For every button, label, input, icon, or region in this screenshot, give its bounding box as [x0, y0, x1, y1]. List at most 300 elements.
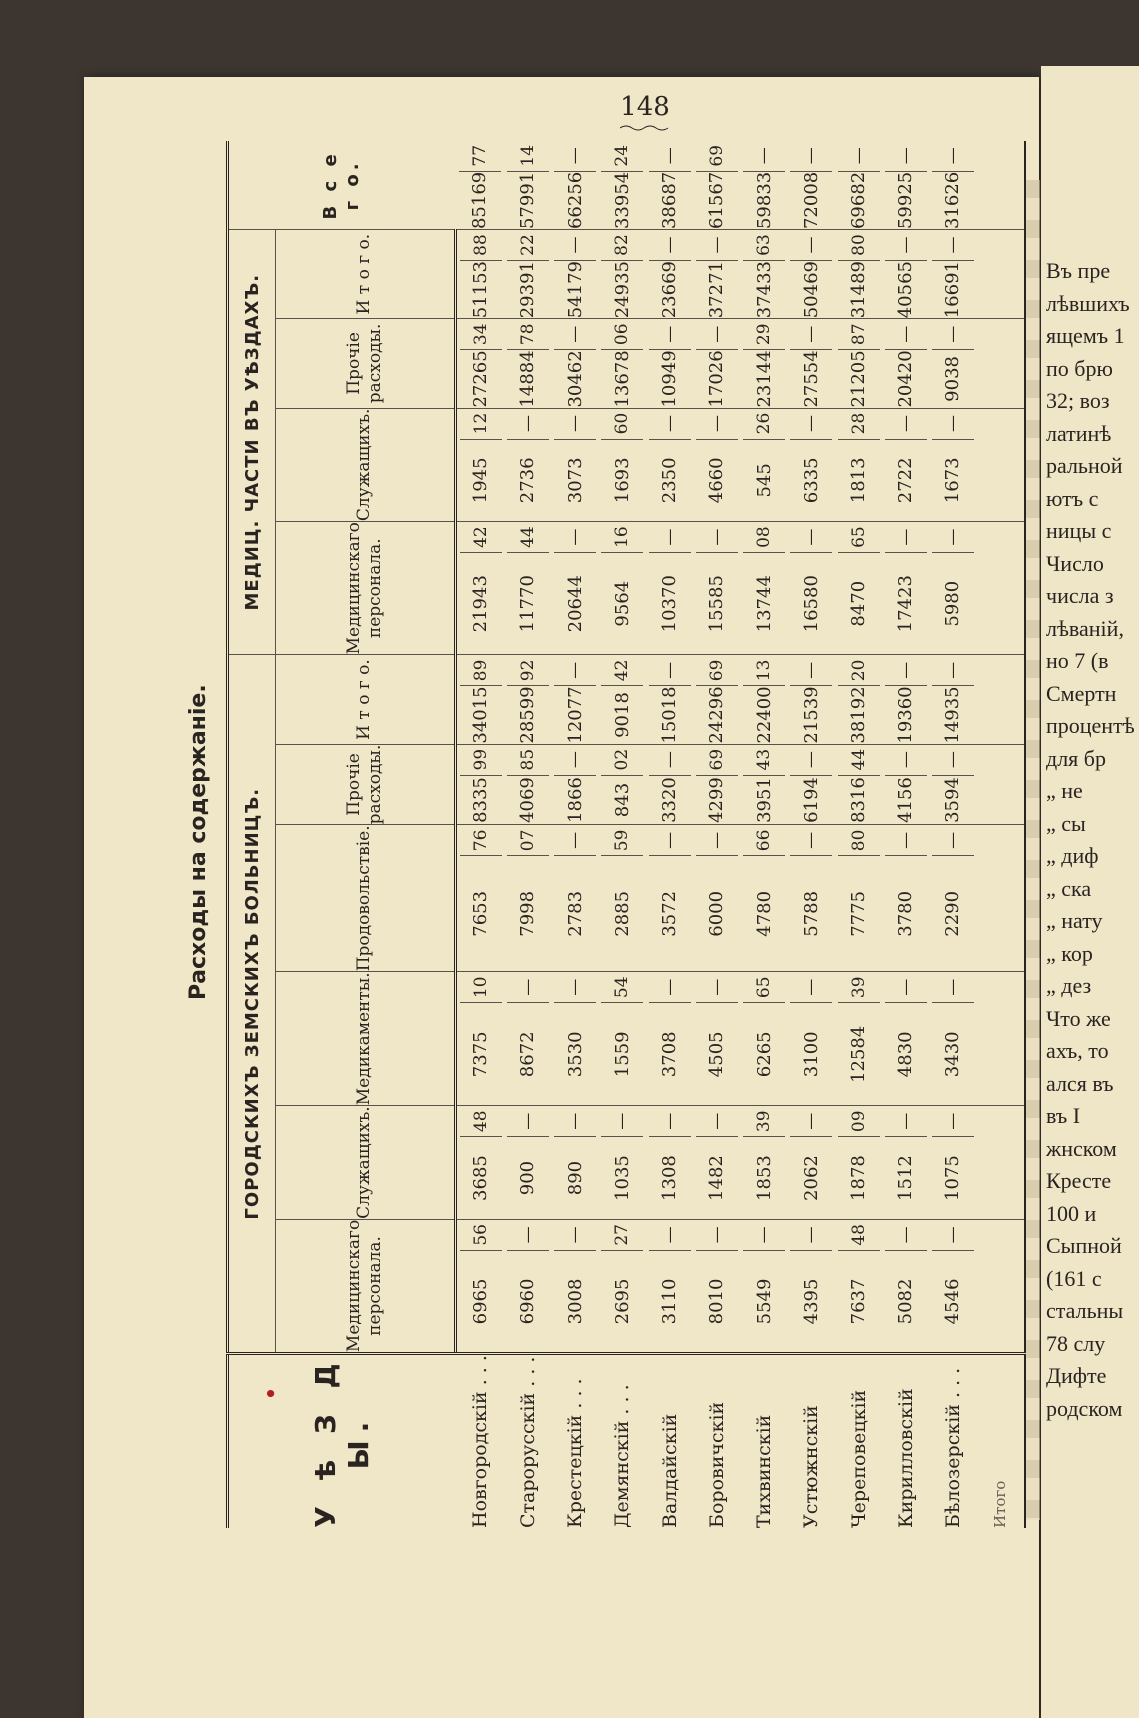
- kopecks: —: [507, 1106, 549, 1137]
- amount-cell: [882, 655, 929, 744]
- amount-cell: [552, 1219, 599, 1353]
- amount: [932, 230, 974, 318]
- amount: [838, 409, 880, 522]
- right-page-line: Что же: [1046, 1005, 1111, 1031]
- amount: [601, 1220, 643, 1352]
- uezd-name: Демянскій . . .: [599, 1354, 646, 1528]
- roubles: 6194: [800, 777, 822, 823]
- roubles: 66256: [564, 171, 586, 230]
- amount: [743, 745, 785, 825]
- kopecks: 48: [460, 1106, 502, 1137]
- roubles: 8470: [848, 580, 870, 627]
- roubles: 2885: [611, 890, 633, 937]
- amount: [743, 972, 785, 1105]
- amount: [507, 972, 549, 1105]
- roubles: 37271: [706, 261, 728, 319]
- total-label: Итого: [977, 1354, 1025, 1528]
- amount-cell: [456, 744, 505, 825]
- amount: [790, 141, 832, 229]
- amount-cell: [835, 1219, 882, 1353]
- right-page-line: числа з: [1046, 583, 1114, 608]
- kopecks: 89: [460, 655, 502, 686]
- amount: [507, 319, 549, 407]
- kopecks: 12: [460, 409, 502, 440]
- amount-cell: [504, 408, 551, 522]
- amount-cell: [882, 972, 929, 1106]
- uezd-header-text: У ѣ З Д Ы.: [309, 1355, 376, 1528]
- roubles: 2062: [800, 1155, 822, 1201]
- amount: [885, 319, 927, 407]
- amount: [790, 409, 832, 522]
- amount-cell: [552, 744, 599, 825]
- kopecks: —: [507, 1220, 549, 1251]
- right-page-line: ящемъ 1: [1046, 323, 1125, 348]
- roubles: 8010: [706, 1278, 728, 1325]
- amount-cell: [835, 655, 882, 744]
- roubles: 22400: [753, 686, 775, 744]
- amount: [649, 655, 691, 743]
- amount: [507, 825, 549, 971]
- roubles: 6335: [800, 457, 822, 504]
- amount-cell: [835, 1106, 882, 1220]
- roubles: 20420: [895, 350, 917, 408]
- right-page-line: жнском: [1046, 1135, 1117, 1161]
- amount-cell: [504, 141, 551, 230]
- amount-cell: [835, 972, 882, 1106]
- amount: [696, 409, 738, 522]
- kopecks: —: [885, 319, 927, 350]
- right-page-line: латинѣ: [1046, 420, 1112, 446]
- amount: [649, 745, 691, 825]
- page-number: 148: [620, 92, 670, 122]
- amount: [649, 1106, 691, 1219]
- kopecks: —: [932, 825, 974, 856]
- right-page-line: Число: [1046, 550, 1104, 576]
- kopecks: —: [932, 409, 974, 440]
- roubles: 20644: [564, 575, 586, 633]
- amount: [649, 522, 691, 654]
- amount: [932, 319, 974, 407]
- roubles: 29391: [517, 261, 539, 319]
- amount: [601, 141, 643, 229]
- amount: [601, 972, 643, 1105]
- kopecks: 39: [743, 1106, 785, 1137]
- kopecks: 42: [601, 655, 643, 686]
- roubles: 27265: [470, 350, 492, 408]
- amount-cell: [929, 1219, 976, 1353]
- kopecks: —: [507, 409, 549, 440]
- amount: [460, 1220, 502, 1352]
- amount-cell: [788, 1106, 835, 1220]
- amount-cell: [504, 319, 551, 408]
- amount-cell: [599, 1106, 646, 1220]
- total-cell: [977, 141, 1025, 230]
- amount-cell: [740, 972, 787, 1106]
- kopecks: —: [696, 1106, 738, 1137]
- table-column-header-row: [276, 141, 456, 1528]
- amount-cell: [882, 230, 929, 319]
- table-row: [456, 141, 505, 1528]
- amount: [649, 230, 691, 318]
- amount: [696, 319, 738, 407]
- amount-cell: [599, 230, 646, 319]
- group-city-header: ГОРОДСКИХЪ ЗЕМСКИХЪ БОЛЬНИЦЪ.: [228, 655, 276, 1354]
- amount-cell: [929, 319, 976, 408]
- amount: [790, 522, 832, 654]
- kopecks: —: [885, 1106, 927, 1137]
- roubles: 19360: [895, 686, 917, 744]
- total-row: [977, 141, 1025, 1528]
- roubles: 7375: [470, 1031, 492, 1078]
- kopecks: —: [696, 1220, 738, 1251]
- kopecks: —: [649, 522, 691, 553]
- total-cell: [977, 1106, 1025, 1220]
- amount: [885, 522, 927, 654]
- roubles: 1945: [470, 457, 492, 504]
- right-page-line: процентѣ: [1046, 713, 1135, 738]
- right-page-line: Сыпной: [1046, 1233, 1122, 1258]
- amount: [460, 745, 502, 825]
- roubles: 17423: [895, 575, 917, 633]
- amount-cell: [835, 230, 882, 319]
- kopecks: 39: [838, 972, 880, 1003]
- amount: [601, 319, 643, 407]
- kopecks: —: [885, 972, 927, 1003]
- amount-cell: [599, 408, 646, 522]
- amount-cell: [693, 1219, 740, 1353]
- amount-cell: [882, 319, 929, 408]
- table-row: [882, 141, 929, 1528]
- roubles: 3708: [659, 1031, 681, 1078]
- amount: [885, 230, 927, 318]
- roubles: 3594: [942, 777, 964, 823]
- amount: [460, 655, 502, 743]
- roubles: 9564: [611, 580, 633, 627]
- roubles: 34015: [470, 686, 492, 744]
- amount: [507, 655, 549, 743]
- roubles: 843: [611, 782, 633, 818]
- amount-cell: [693, 972, 740, 1106]
- amount-cell: [788, 972, 835, 1106]
- kopecks: —: [649, 1220, 691, 1251]
- uezd-header: [228, 1354, 456, 1528]
- amount-cell: [929, 141, 976, 230]
- roubles: 7775: [848, 890, 870, 937]
- amount: [460, 972, 502, 1105]
- amount-cell: [740, 744, 787, 825]
- amount-cell: [882, 141, 929, 230]
- roubles: 4156: [895, 777, 917, 823]
- roubles: 2783: [564, 890, 586, 937]
- roubles: 3780: [895, 890, 917, 937]
- roubles: 59833: [753, 171, 775, 230]
- amount-cell: [456, 655, 505, 744]
- red-mark: •: [259, 1379, 283, 1400]
- group-medic-header: МЕДИЦ. ЧАСТИ ВЪ УѢЗДАХЪ.: [228, 230, 276, 655]
- roubles: 2736: [517, 457, 539, 504]
- kopecks: —: [790, 319, 832, 350]
- amount-cell: [693, 230, 740, 319]
- amount-cell: [835, 825, 882, 972]
- amount-cell: [693, 522, 740, 655]
- amount: [554, 972, 596, 1105]
- table: [226, 141, 1026, 1528]
- amount: [932, 655, 974, 743]
- kopecks: —: [649, 1106, 691, 1137]
- roubles: 85169: [469, 171, 491, 230]
- amount: [838, 230, 880, 318]
- roubles: 16691: [942, 261, 964, 319]
- table-row: [929, 141, 976, 1528]
- roubles: 5082: [895, 1278, 917, 1325]
- amount-cell: [456, 319, 505, 408]
- amount-cell: [552, 972, 599, 1106]
- kopecks: —: [885, 825, 927, 856]
- amount-cell: [740, 319, 787, 408]
- kopecks: 63: [743, 230, 785, 261]
- amount: [649, 972, 691, 1105]
- amount-cell: [929, 522, 976, 655]
- amount: [460, 230, 502, 318]
- amount-cell: [552, 230, 599, 319]
- roubles: 59925: [895, 171, 917, 230]
- kopecks: —: [649, 141, 691, 172]
- amount-cell: [693, 744, 740, 825]
- roubles: 2695: [611, 1278, 633, 1325]
- column-header: Продовольствіе.: [276, 825, 456, 972]
- uezd-name: Бѣлозерскій . . .: [929, 1354, 976, 1528]
- roubles: 10949: [659, 350, 681, 408]
- roubles: 3008: [564, 1278, 586, 1325]
- amount-cell: [456, 825, 505, 972]
- right-page-line: „ дез: [1046, 973, 1092, 998]
- kopecks: —: [932, 1106, 974, 1137]
- amount: [460, 409, 502, 522]
- amount-cell: [882, 1106, 929, 1220]
- roubles: 8672: [517, 1031, 539, 1078]
- kopecks: —: [790, 655, 832, 686]
- kopecks: 44: [507, 522, 549, 553]
- kopecks: —: [790, 745, 832, 776]
- right-page-line: ался въ: [1046, 1070, 1114, 1096]
- kopecks: 26: [743, 409, 785, 440]
- uezd-name: Тихвинскій: [740, 1354, 787, 1528]
- amount: [932, 825, 974, 971]
- right-page-line: Кресте: [1046, 1168, 1112, 1193]
- amount-cell: [552, 522, 599, 655]
- kopecks: 80: [838, 825, 880, 856]
- amount-cell: [929, 825, 976, 972]
- kopecks: 06: [601, 319, 643, 350]
- roubles: 1559: [611, 1031, 633, 1078]
- amount: [601, 1106, 643, 1219]
- roubles: 4395: [800, 1278, 822, 1325]
- roubles: 9038: [942, 356, 964, 402]
- kopecks: —: [696, 972, 738, 1003]
- table-row: [835, 141, 882, 1528]
- kopecks: 43: [743, 745, 785, 776]
- amount-cell: [929, 230, 976, 319]
- amount-cell: [599, 1219, 646, 1353]
- amount-cell: [552, 141, 599, 230]
- kopecks: —: [790, 825, 832, 856]
- roubles: 23144: [753, 350, 775, 408]
- kopecks: —: [696, 522, 738, 553]
- roubles: 3110: [659, 1278, 681, 1325]
- right-page-line: 32; воз: [1046, 388, 1110, 413]
- right-page-line: ахъ, то: [1046, 1038, 1109, 1063]
- kopecks: —: [649, 319, 691, 350]
- kopecks: 69: [696, 745, 738, 776]
- amount-cell: [882, 522, 929, 655]
- roubles: 9018: [611, 692, 633, 738]
- amount: [838, 655, 880, 743]
- right-page-line: „ кор: [1046, 940, 1093, 966]
- amount: [507, 1220, 549, 1352]
- kopecks: 42: [460, 522, 502, 553]
- roubles: 3073: [564, 457, 586, 504]
- amount: [790, 319, 832, 407]
- uezd-name: Новгородскій . . .: [456, 1354, 505, 1528]
- amount-cell: [599, 141, 646, 230]
- amount: [554, 409, 596, 522]
- kopecks: —: [932, 972, 974, 1003]
- amount: [460, 1106, 502, 1219]
- kopecks: 29: [743, 319, 785, 350]
- roubles: 27554: [800, 350, 822, 408]
- kopecks: —: [554, 1220, 596, 1251]
- roubles: 6265: [753, 1031, 775, 1078]
- kopecks: —: [696, 825, 738, 856]
- total-cell: [977, 972, 1025, 1106]
- amount-cell: [740, 141, 787, 230]
- amount-cell: [646, 1219, 693, 1353]
- uezd-name: Валдайскій: [646, 1354, 693, 1528]
- amount-cell: [693, 1106, 740, 1220]
- column-header: И т о г о.: [276, 655, 456, 744]
- kopecks: 10: [460, 972, 502, 1003]
- roubles: 4505: [706, 1031, 728, 1078]
- table-row: [504, 141, 551, 1528]
- amount-cell: [646, 230, 693, 319]
- kopecks: 16: [601, 522, 643, 553]
- kopecks: —: [790, 409, 832, 440]
- amount-cell: [929, 408, 976, 522]
- kopecks: —: [932, 319, 974, 350]
- amount-cell: [788, 825, 835, 972]
- amount: [649, 409, 691, 522]
- amount-cell: [599, 972, 646, 1106]
- kopecks: 99: [460, 745, 502, 776]
- amount: [932, 972, 974, 1105]
- amount-cell: [882, 408, 929, 522]
- column-header: Медицинскаго персонала.: [276, 1219, 456, 1353]
- kopecks: 27: [601, 1220, 643, 1251]
- amount: [554, 825, 596, 971]
- roubles: 1482: [706, 1155, 728, 1201]
- amount: [460, 522, 502, 654]
- kopecks: —: [649, 745, 691, 776]
- kopecks: —: [696, 319, 738, 350]
- roubles: 3530: [564, 1031, 586, 1078]
- roubles: 3430: [942, 1031, 964, 1078]
- kopecks: —: [885, 141, 927, 172]
- right-page-line: лѣваній,: [1046, 615, 1124, 641]
- total-cell: [977, 230, 1025, 319]
- total-cell: [977, 319, 1025, 408]
- amount-cell: [456, 522, 505, 655]
- amount: [507, 1106, 549, 1219]
- amount: [649, 825, 691, 971]
- kopecks: —: [554, 141, 596, 172]
- roubles: 4299: [706, 777, 728, 823]
- right-page-line: Смертн: [1046, 680, 1117, 706]
- amount-cell: [882, 1219, 929, 1353]
- amount-cell: [740, 522, 787, 655]
- amount: [885, 745, 927, 825]
- amount: [838, 319, 880, 407]
- roubles: 24296: [706, 686, 728, 744]
- amount-cell: [646, 408, 693, 522]
- kopecks: 02: [601, 745, 643, 776]
- folded-page-edge: [1024, 180, 1040, 1520]
- amount-cell: [646, 972, 693, 1106]
- roubles: 6960: [517, 1278, 539, 1325]
- amount-cell: [646, 655, 693, 744]
- kopecks: —: [932, 141, 974, 172]
- amount-cell: [835, 408, 882, 522]
- amount-cell: [646, 522, 693, 655]
- amount: [885, 1220, 927, 1352]
- kopecks: —: [932, 522, 974, 553]
- amount-cell: [599, 825, 646, 972]
- right-page-line: но 7 (в: [1046, 648, 1109, 673]
- column-header: Прочіе расходы.: [276, 319, 456, 408]
- kopecks: 65: [838, 522, 880, 553]
- amount: [696, 230, 738, 318]
- amount: [696, 141, 738, 229]
- amount-cell: [929, 744, 976, 825]
- amount: [885, 1106, 927, 1219]
- kopecks: 56: [460, 1220, 502, 1251]
- amount: [554, 1106, 596, 1219]
- amount: [885, 409, 927, 522]
- right-page-line: „ нату: [1046, 908, 1103, 933]
- amount-cell: [646, 825, 693, 972]
- kopecks: —: [649, 825, 691, 856]
- column-header: Медикаменты.: [276, 972, 456, 1106]
- amount-cell: [835, 319, 882, 408]
- kopecks: 08: [743, 522, 785, 553]
- amount-cell: [552, 1106, 599, 1220]
- roubles: 4546: [942, 1278, 964, 1325]
- amount-cell: [552, 655, 599, 744]
- kopecks: —: [554, 522, 596, 553]
- uezd-name: Череповецкій: [835, 1354, 882, 1528]
- amount: [460, 319, 502, 407]
- roubles: 3100: [800, 1031, 822, 1078]
- amount: [507, 745, 549, 825]
- uezd-name: Устюжнскій: [788, 1354, 835, 1528]
- table-row: [646, 141, 693, 1528]
- amount-cell: [552, 825, 599, 972]
- side-title: Расходы на содержаніе.: [186, 684, 211, 1000]
- amount: [507, 230, 549, 318]
- roubles: 17026: [706, 350, 728, 408]
- amount-cell: [504, 522, 551, 655]
- right-page-line: „ ска: [1046, 875, 1092, 901]
- amount-cell: [456, 408, 505, 522]
